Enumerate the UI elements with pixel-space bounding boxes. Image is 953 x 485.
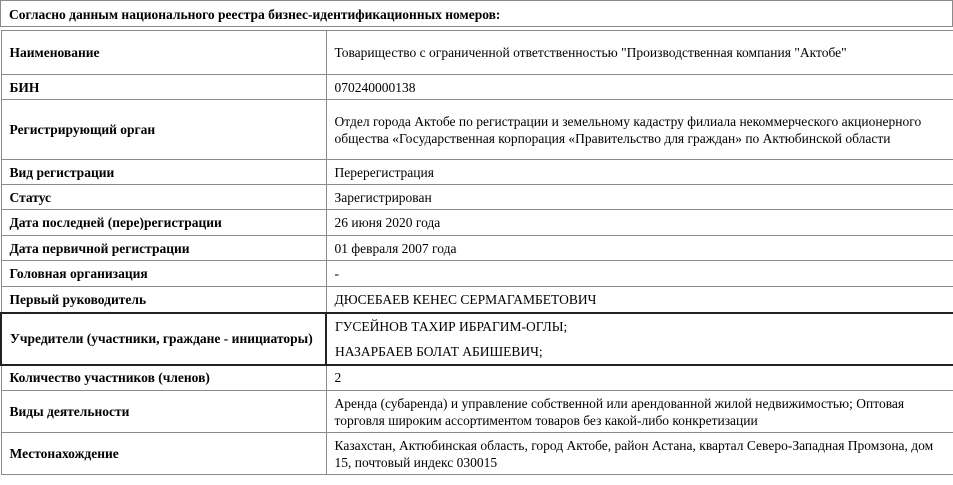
table-row bbox=[1, 287, 953, 313]
table-row bbox=[1, 391, 953, 433]
table-row bbox=[1, 100, 953, 160]
row-value-location: Казахстан, Актюбинская область, город Актобе, район Астана, квартал Северо-Западная Промзона, дом 15, почтовый индекс 030015 bbox=[326, 433, 953, 475]
row-label-location: Местонахождение bbox=[1, 433, 326, 475]
row-label-first-manager: Первый руководитель bbox=[1, 287, 326, 313]
row-value-first-manager: ДЮСЕБАЕВ КЕНЕС СЕРМАГАМБЕТОВИЧ bbox=[326, 287, 953, 313]
section-header: Согласно данным национального реестра бизнес-идентификационных номеров: bbox=[0, 0, 953, 27]
row-label-activities: Виды деятельности bbox=[1, 391, 326, 433]
row-label-status: Статус bbox=[1, 185, 326, 210]
row-value-name: Товарищество с ограниченной ответственностью "Производственная компания "Актобе" bbox=[326, 31, 953, 75]
row-value-activities: Аренда (субаренда) и управление собственной или арендованной жилой недвижимостью; Оптовая торговля широким ассортиментом товаров без какой-либо конкретизации bbox=[326, 391, 953, 433]
table-row bbox=[1, 75, 953, 100]
row-label-bin: БИН bbox=[1, 75, 326, 100]
table-row bbox=[1, 31, 953, 75]
row-value-status: Зарегистрирован bbox=[326, 185, 953, 210]
registry-table bbox=[0, 30, 953, 475]
table-row bbox=[1, 160, 953, 185]
table-row bbox=[1, 433, 953, 475]
row-label-last-registration-date: Дата последней (пере)регистрации bbox=[1, 210, 326, 236]
row-value-head-organization: - bbox=[326, 261, 953, 287]
row-value-bin: 070240000138 bbox=[326, 75, 953, 100]
row-label-name: Наименование bbox=[1, 31, 326, 75]
row-value-last-registration-date: 26 июня 2020 года bbox=[326, 210, 953, 236]
row-label-registration-type: Вид регистрации bbox=[1, 160, 326, 185]
row-label-first-registration-date: Дата первичной регистрации bbox=[1, 236, 326, 261]
row-value-registration-type: Перерегистрация bbox=[326, 160, 953, 185]
row-label-member-count: Количество участников (членов) bbox=[1, 365, 326, 391]
table-row bbox=[1, 236, 953, 261]
row-label-founders: Учредители (участники, граждане - инициаторы) bbox=[1, 313, 326, 365]
row-value-first-registration-date: 01 февраля 2007 года bbox=[326, 236, 953, 261]
table-row bbox=[1, 210, 953, 236]
table-row bbox=[1, 261, 953, 287]
row-value-founders bbox=[326, 313, 953, 365]
row-label-head-organization: Головная организация bbox=[1, 261, 326, 287]
table-row-founders bbox=[1, 313, 953, 365]
table-row bbox=[1, 365, 953, 391]
founder-item: ГУСЕЙНОВ ТАХИР ИБРАГИМ-ОГЛЫ; bbox=[335, 318, 568, 334]
table-row bbox=[1, 185, 953, 210]
row-value-member-count: 2 bbox=[326, 365, 953, 391]
founder-item: НАЗАРБАЕВ БОЛАТ АБИШЕВИЧ; bbox=[335, 343, 543, 359]
row-value-registering-authority: Отдел города Актобе по регистрации и земельному кадастру филиала некоммерческого акционерного общества «Государственная корпорация «Правительство для граждан» по Актюбинской области bbox=[326, 100, 953, 160]
row-label-registering-authority: Регистрирующий орган bbox=[1, 100, 326, 160]
